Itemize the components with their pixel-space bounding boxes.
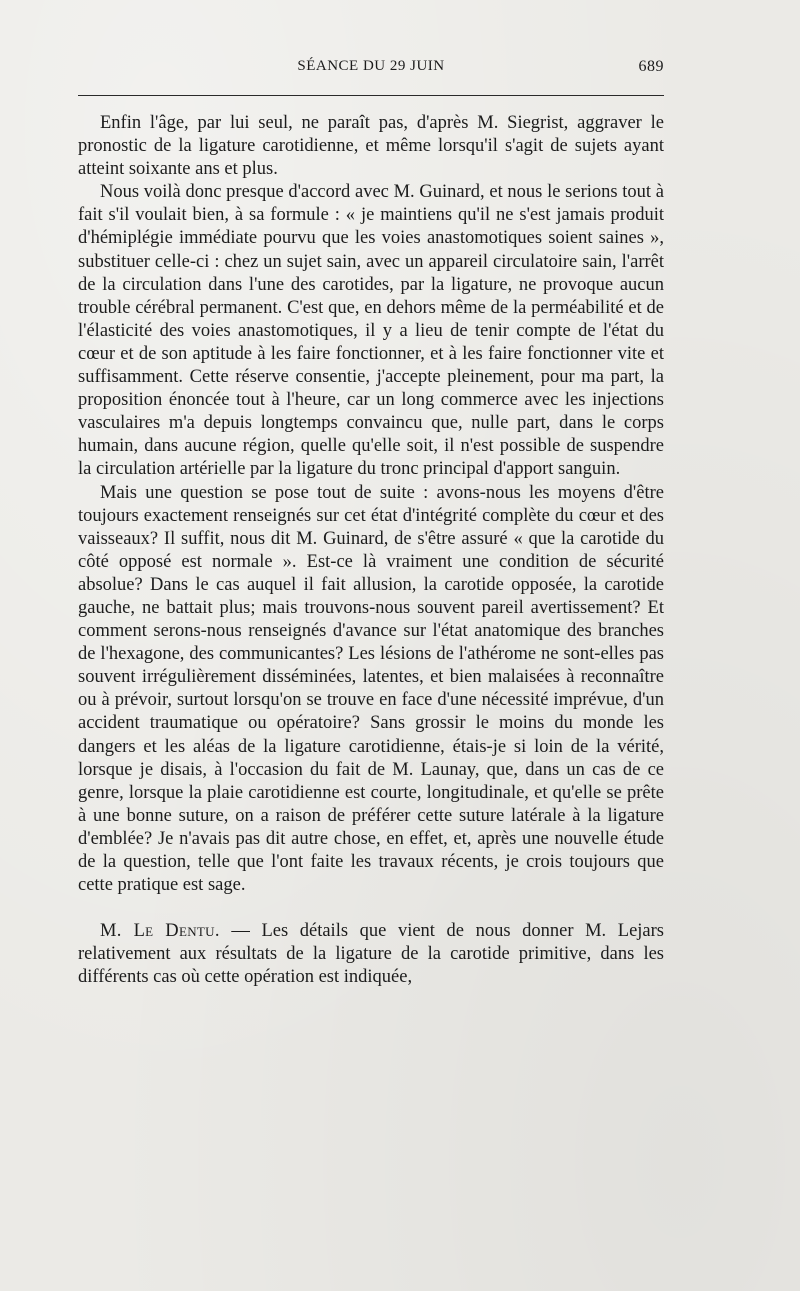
paragraph-age-prognosis: Enfin l'âge, par lui seul, ne paraît pas, d'après M. Siegrist, aggraver le pronostic de la ligature carotidienne, et même lorsqu'il s'agit de sujets ayant atteint soixante ans et plus. xyxy=(78,113,664,180)
paragraph-spacer xyxy=(78,897,664,920)
paragraph-le-dentu xyxy=(78,920,664,989)
paragraph-guinard-agreement: Nous voilà donc presque d'accord avec M. Guinard, et nous le serions tout à fait s'il voulait bien, à sa formule : « je maintiens qu'il ne s'est jamais produit d'hémiplégie immédiate pourvu que les voies anastomotiques soient saines », substituer celle-ci : chez un sujet sain, avec un appareil circulatoire sain, l'arrêt de la circulation dans l'une des carotides, par la ligature, ne provoque aucun trouble cérébral permanent. C'est que, en dehors même de la perméabilité et de l'élasticité des voies anastomotiques, il y a lieu de tenir compte de l'état du cœur et de son aptitude à les faire fonctionner, et à les faire fonctionner vite et suffisamment. Cette réserve consentie, j'accepte pleinement, pour ma part, la proposition énoncée tout à l'heure, car un long commerce avec les injections vasculaires m'a depuis longtemps convaincu que, nulle part, dans le corps humain, dans aucune région, quelle qu'elle soit, il n'est possible de suspendre la circulation artérielle par la ligature du tronc principal d'apport sanguin. xyxy=(78,182,664,480)
speaker-name: M. Le Dentu. xyxy=(100,921,220,942)
page-number: 689 xyxy=(638,58,664,75)
running-title: SÉANCE DU 29 JUIN xyxy=(297,58,445,74)
speaker-text: — Les détails que vient de nous donner M. Lejars relativement aux résultats de la ligature de la carotide primitive, dans les différents cas où cette opération est indiquée, xyxy=(78,921,664,988)
paragraph-question: Mais une question se pose tout de suite : avons-nous les moyens d'être toujours exactement renseignés sur cet état d'intégrité complète du cœur et des vaisseaux? Il suffit, nous dit M. Guinard, de s'être assuré « que la carotide du côté opposé est normale ». Est-ce là vraiment une condition de sécurité absolue? Dans le cas auquel il fait allusion, la carotide opposée, la carotide gauche, ne battait plus; mais trouvons-nous souvent pareil avertissement? Et comment serons-nous renseignés d'avance sur l'état anatomique des branches de l'hexagone, des communicantes? Les lésions de l'athérome ne sont-elles pas souvent irrégulièrement disséminées, latentes, et bien malaisées à reconnaître ou à prévoir, surtout lorsqu'on se trouve en face d'une nécessité imprévue, d'un accident traumatique ou opératoire? Sans grossir le moins du monde les dangers et les aléas de la ligature carotidienne, étais-je si loin de la vérité, lorsque je disais, à l'occasion du fait de M. Launay, que, dans un cas de ce genre, lorsque la plaie carotidienne est courte, longitudinale, et qu'elle se prête à une bonne suture, on a raison de préférer cette suture latérale à la ligature d'emblée? Je n'avais pas dit autre chose, en effet, et, après une nouvelle étude de la question, telle que l'ont faite les travaux récents, je crois toujours que cette pratique est sage. xyxy=(78,482,664,896)
running-head xyxy=(78,58,664,80)
body-text xyxy=(78,112,664,989)
header-rule xyxy=(78,95,664,96)
